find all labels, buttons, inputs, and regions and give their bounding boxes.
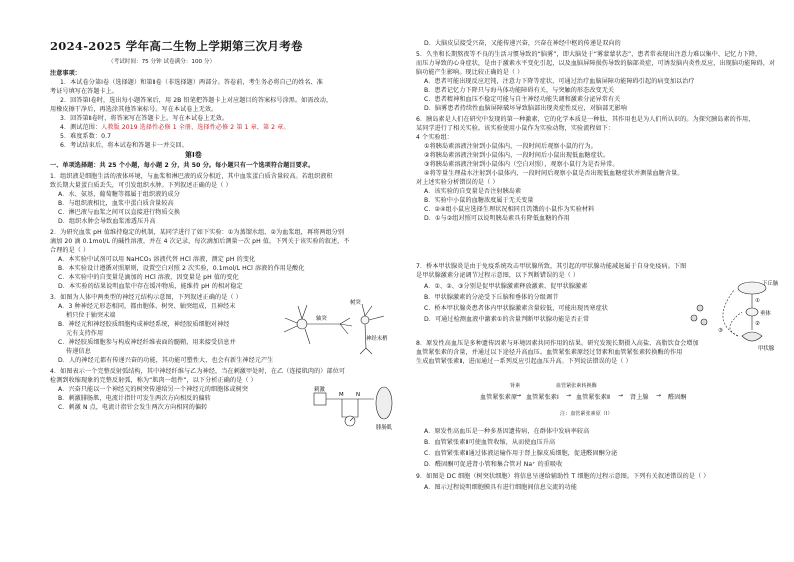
raas-note: 注：血管紧张素原（Ⅰ） [560,411,613,417]
raas-node: 肾上腺 [630,394,649,401]
procedure-line: ①将胰岛素溶液注射到小鼠体内，一段时间后观察小鼠的行为。 [424,143,597,150]
question-line: 是甲状腺激素分泌调节过程示意图，以下判断错误的是（ ） [416,272,580,279]
reflex-label: M [339,392,344,398]
question-line: 合理的是（ ） [50,247,90,254]
question-line: 7．桥本甲状腺炎是由于免疫系统攻击甲状腺所致，其引起的甲状腺功能减退属于自身免疫病。下图 [416,263,687,270]
section-instruction: 一、单项选择题：共 25 个小题，每小题 2 分，共 50 分。每小题只有一个选项符合题目要求。 [50,162,315,169]
neuron-label: 树突 [350,300,361,306]
note-line: 1．本试卷分第Ⅰ卷（选择题）和第Ⅱ卷（非选择题）两部分。答卷前，考生务必将自己的姓名、准 [60,79,323,86]
option-line: B．刺激腓肠肌，电流计指针可发生两次方向相反的偏转 [58,395,211,402]
procedure-line: ②将胰岛素溶液注射到小鼠体内，一段时间后小鼠出现低血糖症状。 [424,152,610,159]
question-line: 1．组织液是细胞生活的液体环境，与血浆和淋巴液的成分相近，其中血浆蛋白质含量较高。若组织液积 [50,173,333,180]
option-line: C．淋巴液与血浆之间可以直接进行物质交换 [58,209,181,216]
neuron-label: 轴突 [316,316,327,322]
raas-node: 血管紧张素Ⅱ [576,394,611,401]
option-line: B．实验中小鼠的血糖浓度属于无关变量 [424,197,534,204]
note-scope-range: 人教版 2019 选择性必修 1 全册、选择性必修 2 第 1 章、第 2 章。 [101,124,290,131]
raas-node: 血管紧张素原 [480,394,518,401]
option-line: C．本实验中的自变量是滴加的 HCl 溶液，因变量是 pH 值的变化 [58,274,239,281]
option-line: A．兴奋只能以一个神经元的树突传递给另一个神经元的细胞体或树突 [58,386,249,393]
option-line: D．可通过检测血液中激素①的含量判断甲状腺功能是否正常 [424,316,590,323]
option-line: 元有支持作用 [66,330,104,337]
raas-enzyme: 血管紧张素转换酶 [556,383,597,389]
raas-flow-figure [480,376,720,422]
hormone-label: 下丘脑 [762,281,779,287]
raas-node: 血管紧张素Ⅰ [526,394,559,401]
note-scope [60,124,290,132]
option-line: A．本实验中试剂可以用 NaHCO₃ 溶液代替 HCl 溶液，测定 pH 的变化 [58,256,256,263]
question-line: 脑功能产生影响。现比较正确的是（ ） [416,69,524,76]
nerve-muscle-figure [312,383,400,433]
question-line: 致长期大量蛋白质丢失，可引发组织水肿。下列叙述正确的是（ ） [50,182,232,189]
option-line: C．②④组小鼠应选择生理状况相同且饥饿的小鼠作为实验材料 [424,206,595,213]
option-line: B．本实验设计遵循对照原则，设置空白对照 2 次实验，0.1mol/L HCl 溶液的作用是酸化 [58,265,305,272]
question-line: 对上述实验分析错误的是（ ） [416,179,499,186]
exam-meta: （考试时间：75 分钟 试卷满分：100 分） [108,59,216,65]
note-line: 考证号填写在答题卡上。 [50,88,119,95]
option-line: A．①、②、③分别是促甲状腺激素释放激素、促甲状腺激素 [424,283,588,290]
question-line: 4．如图表示一个完整反射弧结构，其中神经纤维与乙为神经，当在刺激甲处时，在乙（连接肌肉的）部位可 [50,368,346,375]
option-line: D．脑雾患者持续性血脑屏障破坏导致脑部出现炎症性反应，对脑部无影响 [424,105,627,112]
question-line: 3．如图为人体中两类型的神经元结构示意图，下列叙述正确的是（ ） [50,294,242,301]
procedure-line: ④将等量生理盐水注射到小鼠体内，一段时间后观察小鼠是否出现低血糖症状并测量血糖含量。 [424,170,684,177]
option-line: B．血管紧张素Ⅱ可使血管收缩，从而使血压升高 [424,439,556,446]
option-line: A．图示过程说明细胞膜具有进行细胞间信息交流的功能 [424,484,577,491]
hormone-label: 甲状腺 [758,346,775,352]
hormone-label: ③ [718,328,723,334]
question-line: 6．胰岛素是人们在研究中发现的第一种激素，它的化学本质是一种肽，其作用也是为人们所认识的。为探究胰岛素的作用， [416,116,755,123]
neuron-label: 神经末梢 [366,336,388,342]
flow-arrow: → [618,392,624,399]
option-line: C．刺激 N 点，电流计指针会发生两次方向相同的偏转 [58,404,208,411]
page-title: 2024-2025 学年高二生物上学期第三次月考卷 [50,39,303,53]
option-line: 传递信息 [66,348,91,355]
question-line: 生成血管紧张素Ⅱ，进而通过一系列反应引起血压升高。下列说法错误的是（ ） [416,358,632,365]
option-line: A．3 种神经元形态相同，都由胞体、树突、轴突组成，且神经末 [58,303,236,310]
neuron-figure [280,296,390,356]
option-line: A．水、氨基、葡萄糖等都属于组织液的成分 [58,191,180,198]
option-line: 梢只位于轴突末端 [66,312,116,319]
raas-enzyme: 肾素 [510,383,521,389]
note-line: 3．回答第Ⅱ卷时，将答案写在答题卡上。写在本试卷上无效。 [60,115,229,122]
hormone-label: ② [755,321,760,327]
note-line: 6．考试结束后，将本试卷和答题卡一并交回。 [60,142,188,149]
question-line: 某同学进行了相关实验。该实验使用小鼠作为实验动物，实验流程如下： [416,125,615,132]
question-line: 血管紧张素的含量，并通过以下途径升高血压。血管紧张素原经过肾素和血管紧张素转换酶的作用 [416,349,683,356]
option-line: B．与组织液相比，血浆中蛋白质含量较高 [58,200,174,207]
flow-arrow: → [516,392,522,399]
option-line: C．患者精神和血压不稳定可能与自主神经功能失调和激素分泌异常有关 [424,96,621,103]
notes-heading: 注意事项： [50,70,81,77]
section-heading: 第Ⅰ卷 [185,151,202,159]
option-line: A．患者可能出现反应迟钝，注意力下降等症状，可通过治疗血脑屏障功能障碍引起的病变加以治疗 [424,78,695,85]
question-line: 2．为研究血浆 pH 值维持稳定的机制，某同学进行了如下实验：①为蒸馏水组、②为血浆组，再将两组分别 [50,229,345,236]
flow-arrow: → [566,392,572,399]
option-line: D．人的神经元都有传递兴奋的功能，其功能可塑性大，也会有新生神经元产生 [58,357,274,364]
option-line: B．神经元和神经胶质细胞构成神经系统，神经胶质细胞对神经 [58,321,230,328]
option-line: D．大脑皮层接受兴奋，又能传递兴奋，兴奋在神经中枢的传递是双向的 [424,40,621,47]
reflex-label: 腓肠肌 [376,425,393,431]
option-line: B．甲状腺激素的分泌受下丘脑和垂体的分级调节 [424,294,559,301]
option-line: D．本实验的结果说明血浆中存在缓冲物质，能维持 pH 的相对稳定 [58,283,243,290]
hormone-label: 垂体 [760,311,771,317]
note-line: 2．回答第Ⅰ卷时，选出每小题答案后，用 2B 铅笔把答题卡上对应题目的答案标号涂黑。如需改动， [60,97,333,104]
option-line: C．血管紧张素Ⅱ通过体液运输作用于肾上腺皮质细胞，促进醛固酮分泌 [424,450,618,457]
option-line: D．醛固酮可促进肾小管和集合管对 Na⁺ 的重吸收 [424,461,563,468]
note-line: 5．难度系数：0.7 [60,133,112,140]
option-line: D．组织水肿会导致血浆渗透压升高 [58,218,156,225]
option-line: A．该实验的自变量是否注射胰岛素 [424,188,522,195]
raas-node: 醛固酮 [668,394,687,401]
procedure-line: ③将胰岛素溶液注射到小鼠体内（空白对照），观察小鼠行为是否异常。 [424,161,619,168]
note-line: 用橡皮擦干净后，再选涂其他答案标号。写在本试卷上无效。 [50,106,218,113]
question-line: 5．久坐和长期熬夜等不良的生活习惯导致的“脑雾”，即大脑处于“雾蒙蒙状态”，患者常表现出注意力难以集中、记忆力下降， [416,51,762,58]
option-line: B．患者记忆力下降只与海马体功能障碍有关，与突触的形态改变无关 [424,87,615,94]
option-line: C．桥本甲状腺炎患者体内甲状腺激素含量较低，可能出现畏寒症状 [424,305,608,312]
note-scope-label: 4．测试范围： [60,124,102,131]
reflex-label: 刺激 [314,387,325,393]
question-line: 9．如图是 DC 细胞（树突状细胞）将信息呈递给辅助性 T 细胞的过程示意图。下列有关叙述错误的是（ ） [416,473,710,480]
reflex-label: N [356,392,361,398]
hormone-label: ① [755,298,760,304]
question-line: 滴加 20 滴 0.1mol/L 的碱性溶液，并在 4 次记录，每次滴加后测量一次 pH 值，下列关于该实验的叙述，不 [50,238,350,245]
question-line: 8．原发性高血压是多种遗传因素与环境因素共同作用的结果。研究发现长期摄入高盐、高脂饮食会增加 [416,340,699,347]
option-line: C．神经胶质细胞参与构成神经纤维表面的髓鞘，用来接受信息并 [58,339,236,346]
flow-arrow: → [656,392,662,399]
option-line: A．原发性高血压是一种多基因遗传病，在群体中发病率较高 [424,428,590,435]
question-line: 检测到收缩现象的完整反射弧，称为“肌肉一组件”，以下分析正确的是（ ） [50,377,257,384]
question-line: 而压力导致的心身症状，是由于激素水平变化引起，以及血脑屏障损伤导致的脑部炎症，可诱发脑内炎性反应，出现脑功能障碍，对 [416,60,776,67]
question-line: 4 个实验组： [416,134,453,141]
option-line: D．①与②组对照可以说明胰岛素具有降低血糖的作用 [424,215,570,222]
